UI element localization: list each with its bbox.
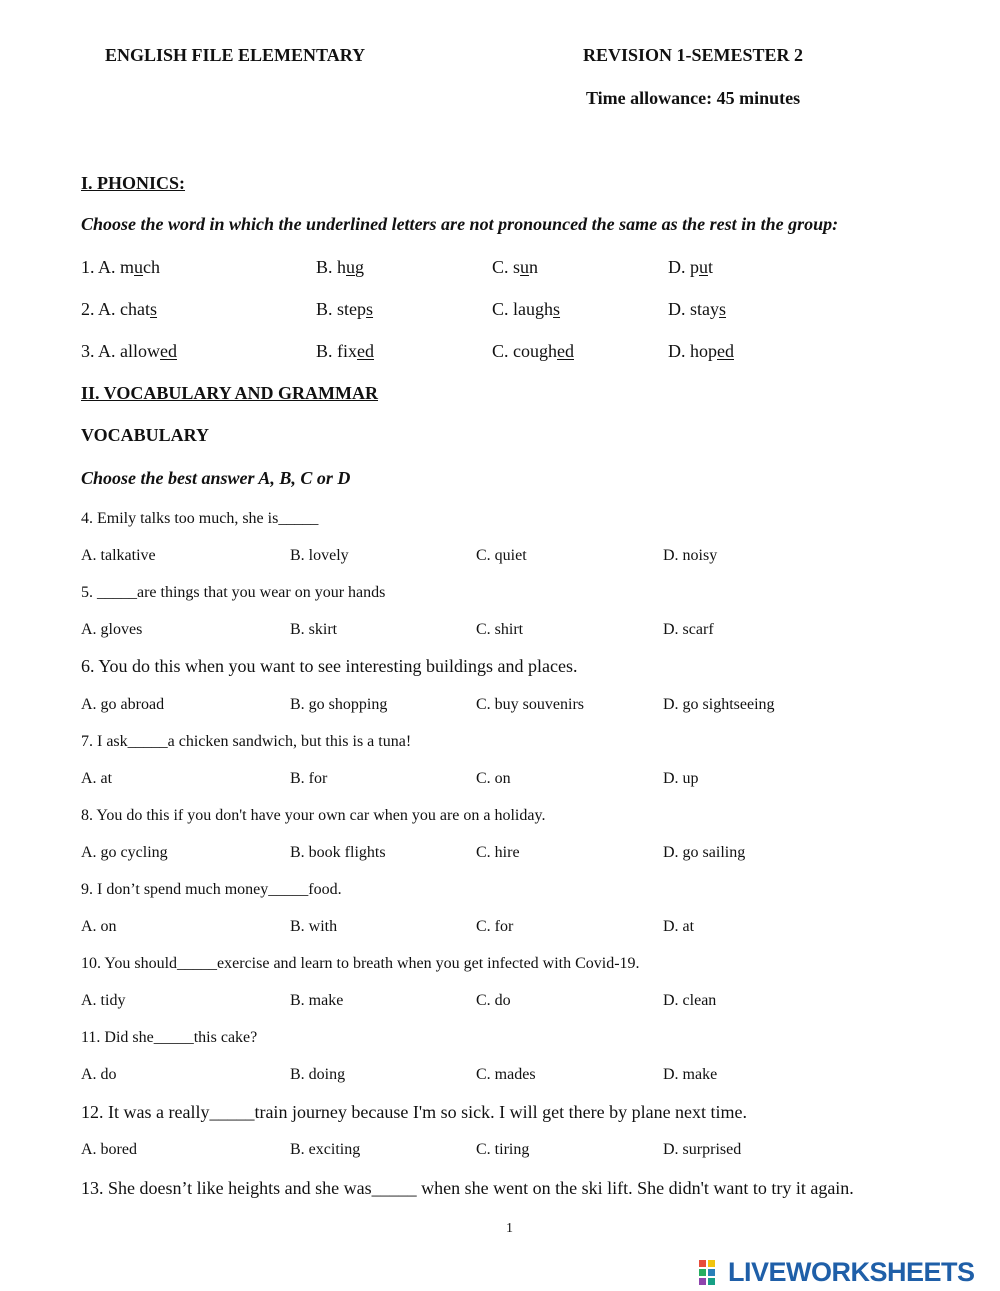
liveworksheets-logo-icon xyxy=(698,1258,726,1286)
page-number: 1 xyxy=(506,1221,513,1236)
option-a: A. do xyxy=(81,1066,117,1083)
option-a: A. gloves xyxy=(81,621,143,638)
option-c: C. quiet xyxy=(476,547,527,564)
option-d: D. make xyxy=(663,1066,718,1083)
option-c: C. do xyxy=(476,992,511,1009)
option-c: C. for xyxy=(476,918,514,935)
time-allowance: Time allowance: 45 minutes xyxy=(586,88,801,108)
phonics-option: 1. A. much xyxy=(81,257,161,277)
phonics-option: C. laughs xyxy=(492,299,561,319)
question-12: 12. It was a really_____train journey because I'm so sick. I will get there by plane next time. xyxy=(81,1102,748,1122)
phonics-option: D. stays xyxy=(668,299,727,319)
option-c: C. buy souvenirs xyxy=(476,696,584,713)
vocabulary-subheading: VOCABULARY xyxy=(81,425,210,445)
option-b: B. doing xyxy=(290,1066,346,1083)
option-b: B. with xyxy=(290,918,338,935)
option-d: D. up xyxy=(663,770,699,787)
option-b: B. lovely xyxy=(290,547,349,564)
question-13: 13. She doesn’t like heights and she was_____ when she went on the ski lift. She didn't want to try it again. xyxy=(81,1178,854,1198)
question-8: 8. You do this if you don't have your own car when you are on a holiday. xyxy=(81,807,546,824)
question-9: 9. I don’t spend much money_____food. xyxy=(81,881,342,898)
phonics-option: B. fixed xyxy=(316,341,375,361)
liveworksheets-logo xyxy=(698,1255,975,1289)
option-a: A. tidy xyxy=(81,992,126,1009)
option-c: C. tiring xyxy=(476,1141,530,1158)
option-b: B. exciting xyxy=(290,1141,361,1158)
phonics-option: C. sun xyxy=(492,257,539,277)
question-7: 7. I ask_____a chicken sandwich, but this is a tuna! xyxy=(81,733,412,750)
phonics-option: D. put xyxy=(668,257,714,277)
option-b: B. make xyxy=(290,992,344,1009)
document-title: ENGLISH FILE ELEMENTARY xyxy=(105,45,366,65)
option-a: A. on xyxy=(81,918,117,935)
option-c: C. on xyxy=(476,770,511,787)
phonics-option: C. coughed xyxy=(492,341,574,361)
option-d: D. surprised xyxy=(663,1141,742,1158)
option-a: A. at xyxy=(81,770,113,787)
question-6: 6. You do this when you want to see interesting buildings and places. xyxy=(81,656,578,676)
vocab-grammar-heading: II. VOCABULARY AND GRAMMAR xyxy=(81,383,379,403)
question-10: 10. You should_____exercise and learn to breath when you get infected with Covid-19. xyxy=(81,955,640,972)
option-a: A. talkative xyxy=(81,547,156,564)
vocab-instruction: Choose the best answer A, B, C or D xyxy=(81,468,351,488)
question-11: 11. Did she_____this cake? xyxy=(81,1029,258,1046)
option-a: A. go abroad xyxy=(81,696,165,713)
option-a: A. bored xyxy=(81,1141,137,1158)
option-c: C. mades xyxy=(476,1066,536,1083)
option-b: B. go shopping xyxy=(290,696,388,713)
option-d: D. noisy xyxy=(663,547,718,564)
option-d: D. scarf xyxy=(663,621,714,638)
phonics-instruction: Choose the word in which the underlined letters are not pronounced the same as the rest in the group: xyxy=(81,214,839,234)
option-d: D. clean xyxy=(663,992,717,1009)
option-d: D. go sailing xyxy=(663,844,746,861)
option-b: B. skirt xyxy=(290,621,338,638)
phonics-option: D. hoped xyxy=(668,341,734,361)
phonics-option: B. hug xyxy=(316,257,365,277)
revision-title: REVISION 1-SEMESTER 2 xyxy=(583,45,804,65)
phonics-option: B. steps xyxy=(316,299,374,319)
question-4: 4. Emily talks too much, she is_____ xyxy=(81,510,319,527)
option-b: B. book flights xyxy=(290,844,386,861)
option-d: D. at xyxy=(663,918,695,935)
phonics-heading: I. PHONICS: xyxy=(81,173,186,193)
question-5: 5. _____are things that you wear on your hands xyxy=(81,584,386,601)
option-d: D. go sightseeing xyxy=(663,696,775,713)
phonics-option: 2. A. chats xyxy=(81,299,158,319)
option-a: A. go cycling xyxy=(81,844,168,861)
option-c: C. shirt xyxy=(476,621,524,638)
option-b: B. for xyxy=(290,770,328,787)
phonics-option: 3. A. allowed xyxy=(81,341,177,361)
option-c: C. hire xyxy=(476,844,520,861)
logo-text: LIVEWORKSHEETS xyxy=(728,1256,975,1287)
